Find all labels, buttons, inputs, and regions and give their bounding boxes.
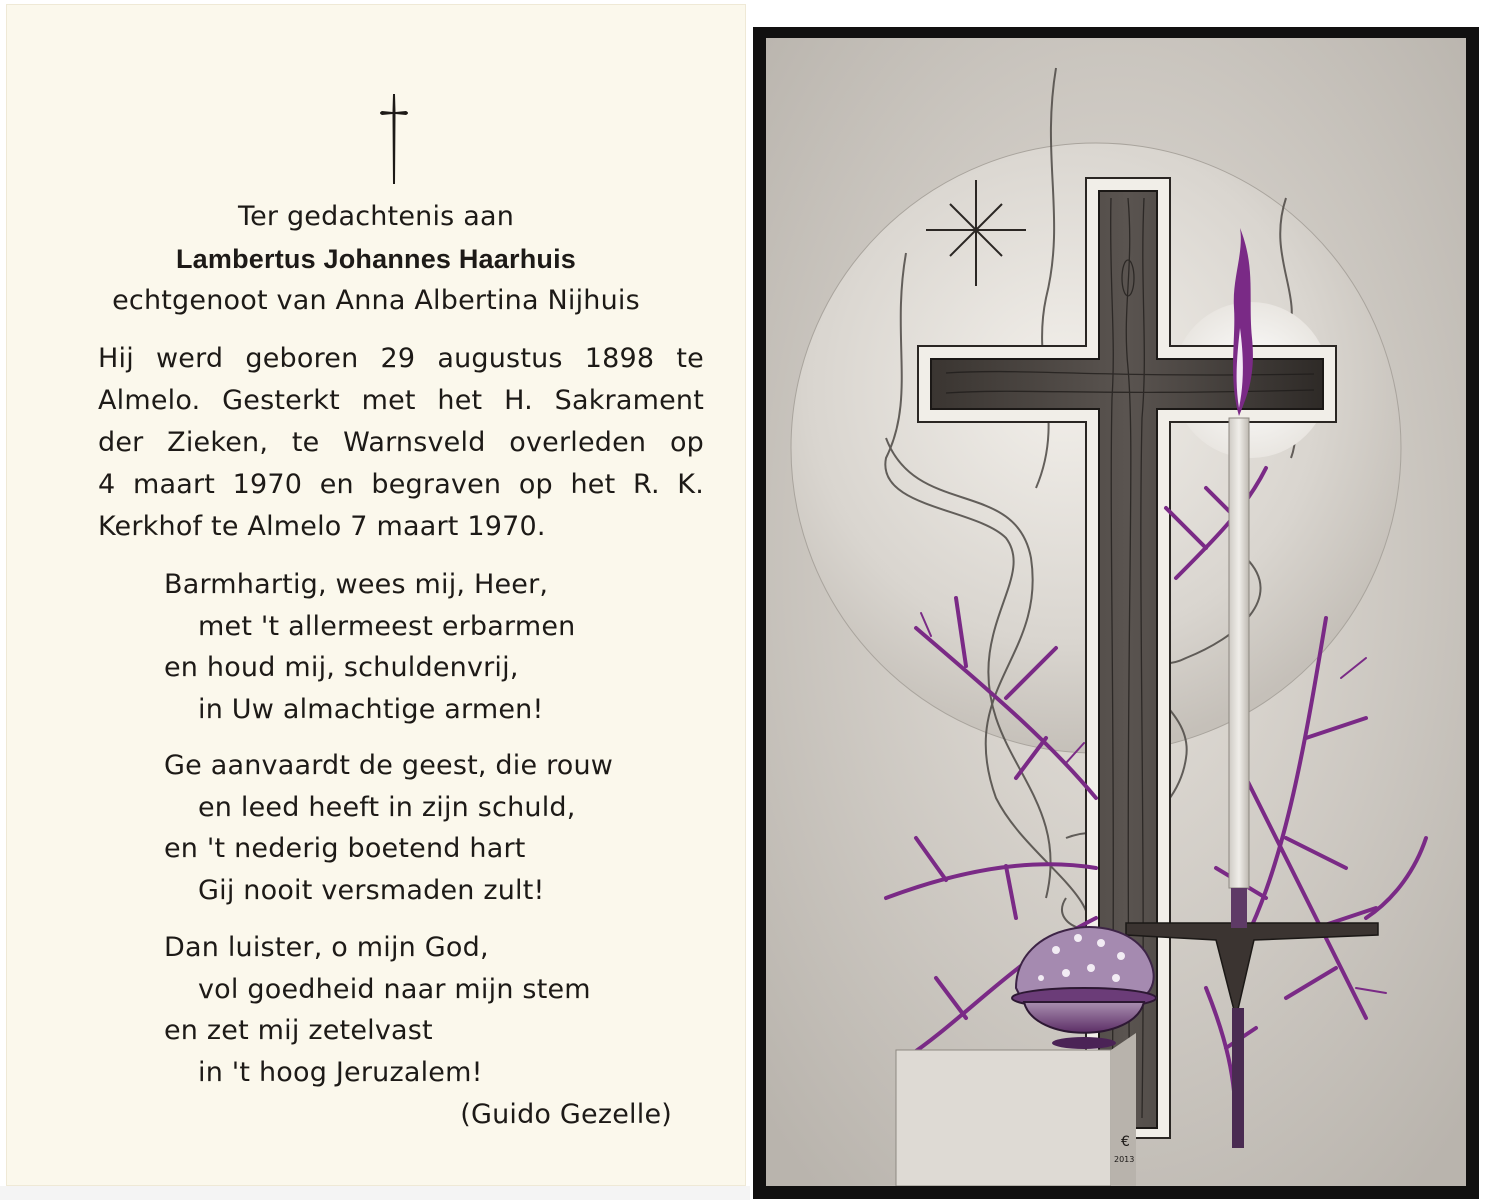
latin-cross-icon [376, 92, 412, 186]
poem-line: vol goedheid naar mijn stem [198, 974, 591, 1005]
poem-line: en leed heeft in zijn schuld, [198, 792, 576, 823]
poem-line: in 't hoog Jeruzalem! [198, 1057, 483, 1088]
svg-text:€: € [1121, 1134, 1130, 1150]
scan-edge [0, 1186, 750, 1200]
poem-line: in Uw almachtige armen! [198, 694, 544, 725]
bio-line: 4 maart 1970 en begraven op het R. K. [98, 469, 704, 500]
bio-line: Kerkhof te Almelo 7 maart 1970. [98, 511, 546, 542]
poem-line: Gij nooit versmaden zult! [198, 875, 545, 906]
spouse-line: echtgenoot van Anna Albertina Nijhuis [112, 285, 640, 316]
poem-line: en zet mij zetelvast [164, 1015, 433, 1046]
memorial-heading: Ter gedachtenis aan [237, 201, 515, 232]
poem-line: Barmhartig, wees mij, Heer, [164, 569, 549, 600]
bio-line: Almelo. Gesterkt met het H. Sakrament [98, 385, 704, 416]
poem-line: met 't allermeest erbarmen [198, 611, 576, 642]
devotional-illustration [766, 38, 1466, 1186]
memorial-card-picture-side [753, 27, 1479, 1199]
bio-line: der Zieken, te Warnsveld overleden op [98, 427, 704, 458]
poem-line: Ge aanvaardt de geest, die rouw [164, 750, 614, 781]
publisher-mark: 2013 [1114, 1155, 1135, 1164]
poem-line: en houd mij, schuldenvrij, [164, 652, 519, 683]
poem-author: (Guido Gezelle) [460, 1099, 672, 1130]
bio-line: Hij werd geboren 29 augustus 1898 te [98, 343, 704, 374]
poem-line: Dan luister, o mijn God, [164, 932, 489, 963]
poem-line: en 't nederig boetend hart [164, 833, 526, 864]
deceased-name: Lambertus Johannes Haarhuis [175, 244, 576, 274]
memorial-card-text-side [6, 4, 746, 1186]
